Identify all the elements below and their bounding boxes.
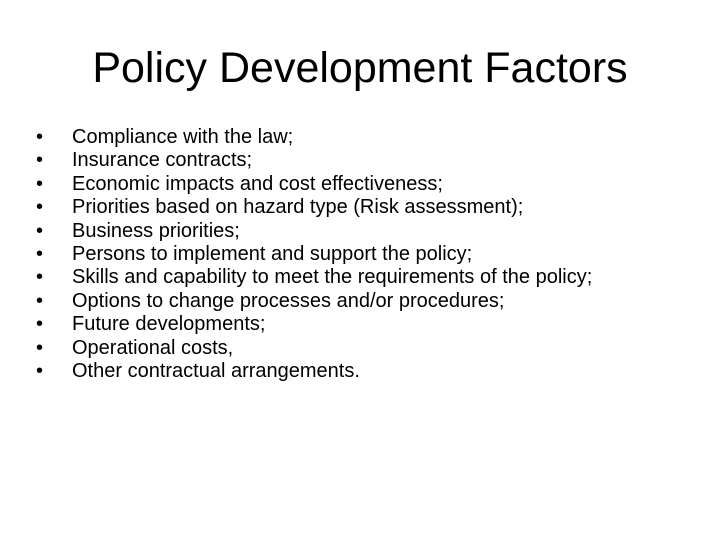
bullet-text: Persons to implement and support the policy; bbox=[72, 243, 473, 266]
bullet-dot-icon: • bbox=[36, 219, 44, 242]
bullet-item bbox=[36, 220, 636, 243]
bullet-item bbox=[36, 196, 636, 219]
bullet-text: Other contractual arrangements. bbox=[72, 360, 360, 383]
bullet-dot-icon: • bbox=[36, 149, 44, 172]
bullet-dot-icon: • bbox=[36, 313, 44, 336]
bullet-text: Future developments; bbox=[72, 313, 266, 336]
bullet-item bbox=[36, 126, 636, 149]
bullet-text: Compliance with the law; bbox=[72, 126, 294, 148]
bullet-dot-icon: • bbox=[36, 126, 44, 148]
bullet-dot-icon: • bbox=[36, 196, 44, 219]
bullet-dot-icon: • bbox=[36, 172, 44, 195]
bullet-item bbox=[36, 173, 636, 196]
slide-title: Policy Development Factors bbox=[92, 44, 628, 92]
bullet-item bbox=[36, 337, 636, 360]
bullet-text: Economic impacts and cost effectiveness; bbox=[72, 172, 443, 195]
bullet-dot-icon: • bbox=[36, 360, 44, 383]
bullet-text: Options to change processes and/or procedures; bbox=[72, 289, 505, 312]
bullet-list bbox=[36, 126, 636, 383]
bullet-item bbox=[36, 243, 636, 266]
bullet-dot-icon: • bbox=[36, 289, 44, 312]
bullet-item bbox=[36, 290, 636, 313]
bullet-item bbox=[36, 313, 636, 336]
bullet-item bbox=[36, 149, 636, 172]
bullet-dot-icon: • bbox=[36, 336, 44, 359]
bullet-text: Skills and capability to meet the requirements of the policy; bbox=[72, 266, 593, 289]
bullet-text: Business priorities; bbox=[72, 219, 240, 242]
bullet-dot-icon: • bbox=[36, 266, 44, 289]
bullet-text: Priorities based on hazard type (Risk assessment); bbox=[72, 196, 524, 219]
bullet-item bbox=[36, 266, 636, 289]
bullet-text: Operational costs, bbox=[72, 336, 234, 359]
bullet-text: Insurance contracts; bbox=[72, 149, 253, 172]
bullet-item bbox=[36, 360, 636, 383]
bullet-dot-icon: • bbox=[36, 243, 44, 266]
